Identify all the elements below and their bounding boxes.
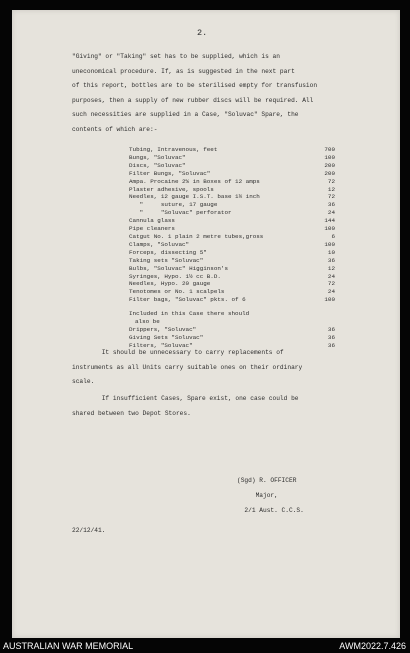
list-item [129, 241, 335, 249]
list-item [129, 162, 335, 170]
insufficient-paragraph [72, 392, 382, 421]
text-line: uneconomical procedure. If, as is suggested in the next part [72, 67, 295, 75]
archive-name: AUSTRALIAN WAR MEMORIAL [3, 641, 134, 651]
item-qty: 200 [324, 161, 335, 169]
list-item [129, 154, 335, 162]
list-item [129, 326, 335, 334]
item-name: Syringes, Hypo. 1½ cc B.D. [129, 272, 221, 280]
replacements-paragraph [72, 346, 382, 390]
item-qty: 24 [327, 209, 335, 217]
intro-paragraph [72, 50, 382, 138]
item-name: Needles, Hypo. 20 gauge [129, 280, 211, 288]
text-line: such necessities are supplied in a Case, "Soluvac" Spare, the [72, 111, 299, 119]
item-qty: 24 [327, 288, 335, 296]
item-name: Filters, "Soluvac" [129, 341, 193, 349]
list-item [129, 217, 335, 225]
item-qty: 72 [327, 280, 335, 288]
item-name: Filter Bungs, "Soluvac" [129, 169, 211, 177]
item-name: Forceps, dissecting 5" [129, 248, 207, 256]
item-name: Ampa. Procaine 2% in Boxes of 12 amps [129, 177, 260, 185]
text-line: If insufficient Cases, Spare exist, one case could be [72, 395, 299, 402]
included-heading: also be [135, 317, 160, 325]
document-date: 22/12/41. [72, 527, 106, 534]
archive-footer [0, 640, 410, 653]
list-item [129, 265, 335, 273]
archive-reference: AWM2022.7.426 [339, 641, 406, 651]
item-qty: 200 [324, 169, 335, 177]
list-item [129, 288, 335, 296]
item-qty: 72 [327, 193, 335, 201]
list-item [129, 249, 335, 257]
list-item [129, 193, 335, 201]
list-item [129, 257, 335, 265]
item-qty: 36 [327, 341, 335, 349]
item-name: Bulbs, "Soluvac" Higginson's [129, 264, 228, 272]
list-item [129, 296, 335, 304]
list-item [129, 233, 335, 241]
item-qty: 24 [327, 272, 335, 280]
text-line: "Giving" or "Taking" set has to be supplied, which is an [72, 53, 280, 60]
item-name: " "Soluvac" perforator [129, 209, 232, 217]
item-name: Giving Sets "Soluvac" [129, 333, 204, 341]
included-heading: Included in this Case there should [129, 310, 250, 317]
list-item [129, 273, 335, 281]
signature-line: Major, [237, 492, 278, 499]
list-item [129, 209, 335, 217]
list-item [129, 170, 335, 178]
item-qty: 100 [324, 225, 335, 233]
item-name: Tenotomes or No. 1 scalpels [129, 288, 225, 296]
item-qty: 100 [324, 296, 335, 304]
item-name: Bungs, "Soluvac" [129, 153, 186, 161]
contents-list [129, 146, 335, 304]
text-line: contents of which are:- [72, 125, 158, 133]
text-line: scale. [72, 378, 95, 386]
item-name: Pipe cleaners [129, 225, 175, 233]
item-name: " suture, 17 gauge [129, 201, 218, 209]
list-item [129, 225, 335, 233]
item-qty: 36 [327, 333, 335, 341]
page-number: 2. [197, 28, 208, 38]
included-section [129, 310, 335, 350]
signature-line: 2/1 Aust. C.C.S. [237, 507, 304, 514]
text-line: It should be unnecessary to carry replacements of [72, 349, 284, 356]
text-line: instruments as all Units carry suitable ones on their ordinary [72, 363, 303, 371]
text-line: purposes, then a supply of new rubber discs will be required. All [72, 96, 314, 104]
item-qty: 36 [327, 256, 335, 264]
list-item [129, 186, 335, 194]
item-qty: 10 [327, 248, 335, 256]
item-qty: 12 [327, 264, 335, 272]
item-qty: 700 [324, 146, 335, 153]
list-item [129, 280, 335, 288]
item-qty: 12 [327, 185, 335, 193]
item-qty: 100 [324, 240, 335, 248]
list-item [129, 334, 335, 342]
list-item [129, 178, 335, 186]
item-name: Discs, "Soluvac" [129, 161, 186, 169]
item-qty: 72 [327, 177, 335, 185]
item-name: Needles, 12 gauge I.S.T. base 1½ inch [129, 193, 260, 201]
text-line: shared between two Depot Stores. [72, 409, 191, 417]
item-name: Tubing, Intravenous, feet [129, 146, 218, 153]
list-item [129, 146, 335, 154]
item-name: Drippers, "Soluvac" [129, 325, 197, 333]
signature-line: (Sgd) R. OFFICER [237, 477, 297, 484]
item-name: Clamps, "Soluvac" [129, 240, 190, 248]
item-name: Catgut No. 1 plain 2 metre tubes,gross [129, 232, 264, 240]
item-qty: 144 [324, 217, 335, 225]
item-qty: 100 [324, 153, 335, 161]
item-name: Filter bags, "Soluvac" pkts. of 6 [129, 296, 246, 304]
item-name: Plaster adhesive, spools [129, 185, 214, 193]
text-line: of this report, bottles are to be sterilised empty for transfusion [72, 82, 318, 90]
item-qty: 6 [331, 232, 335, 240]
item-qty: 36 [327, 201, 335, 209]
item-qty: 36 [327, 325, 335, 333]
item-name: Taking sets "Soluvac" [129, 256, 204, 264]
list-item [129, 201, 335, 209]
item-name: Cannula glass [129, 217, 175, 225]
document-page [12, 10, 400, 638]
signature-block [237, 473, 304, 518]
